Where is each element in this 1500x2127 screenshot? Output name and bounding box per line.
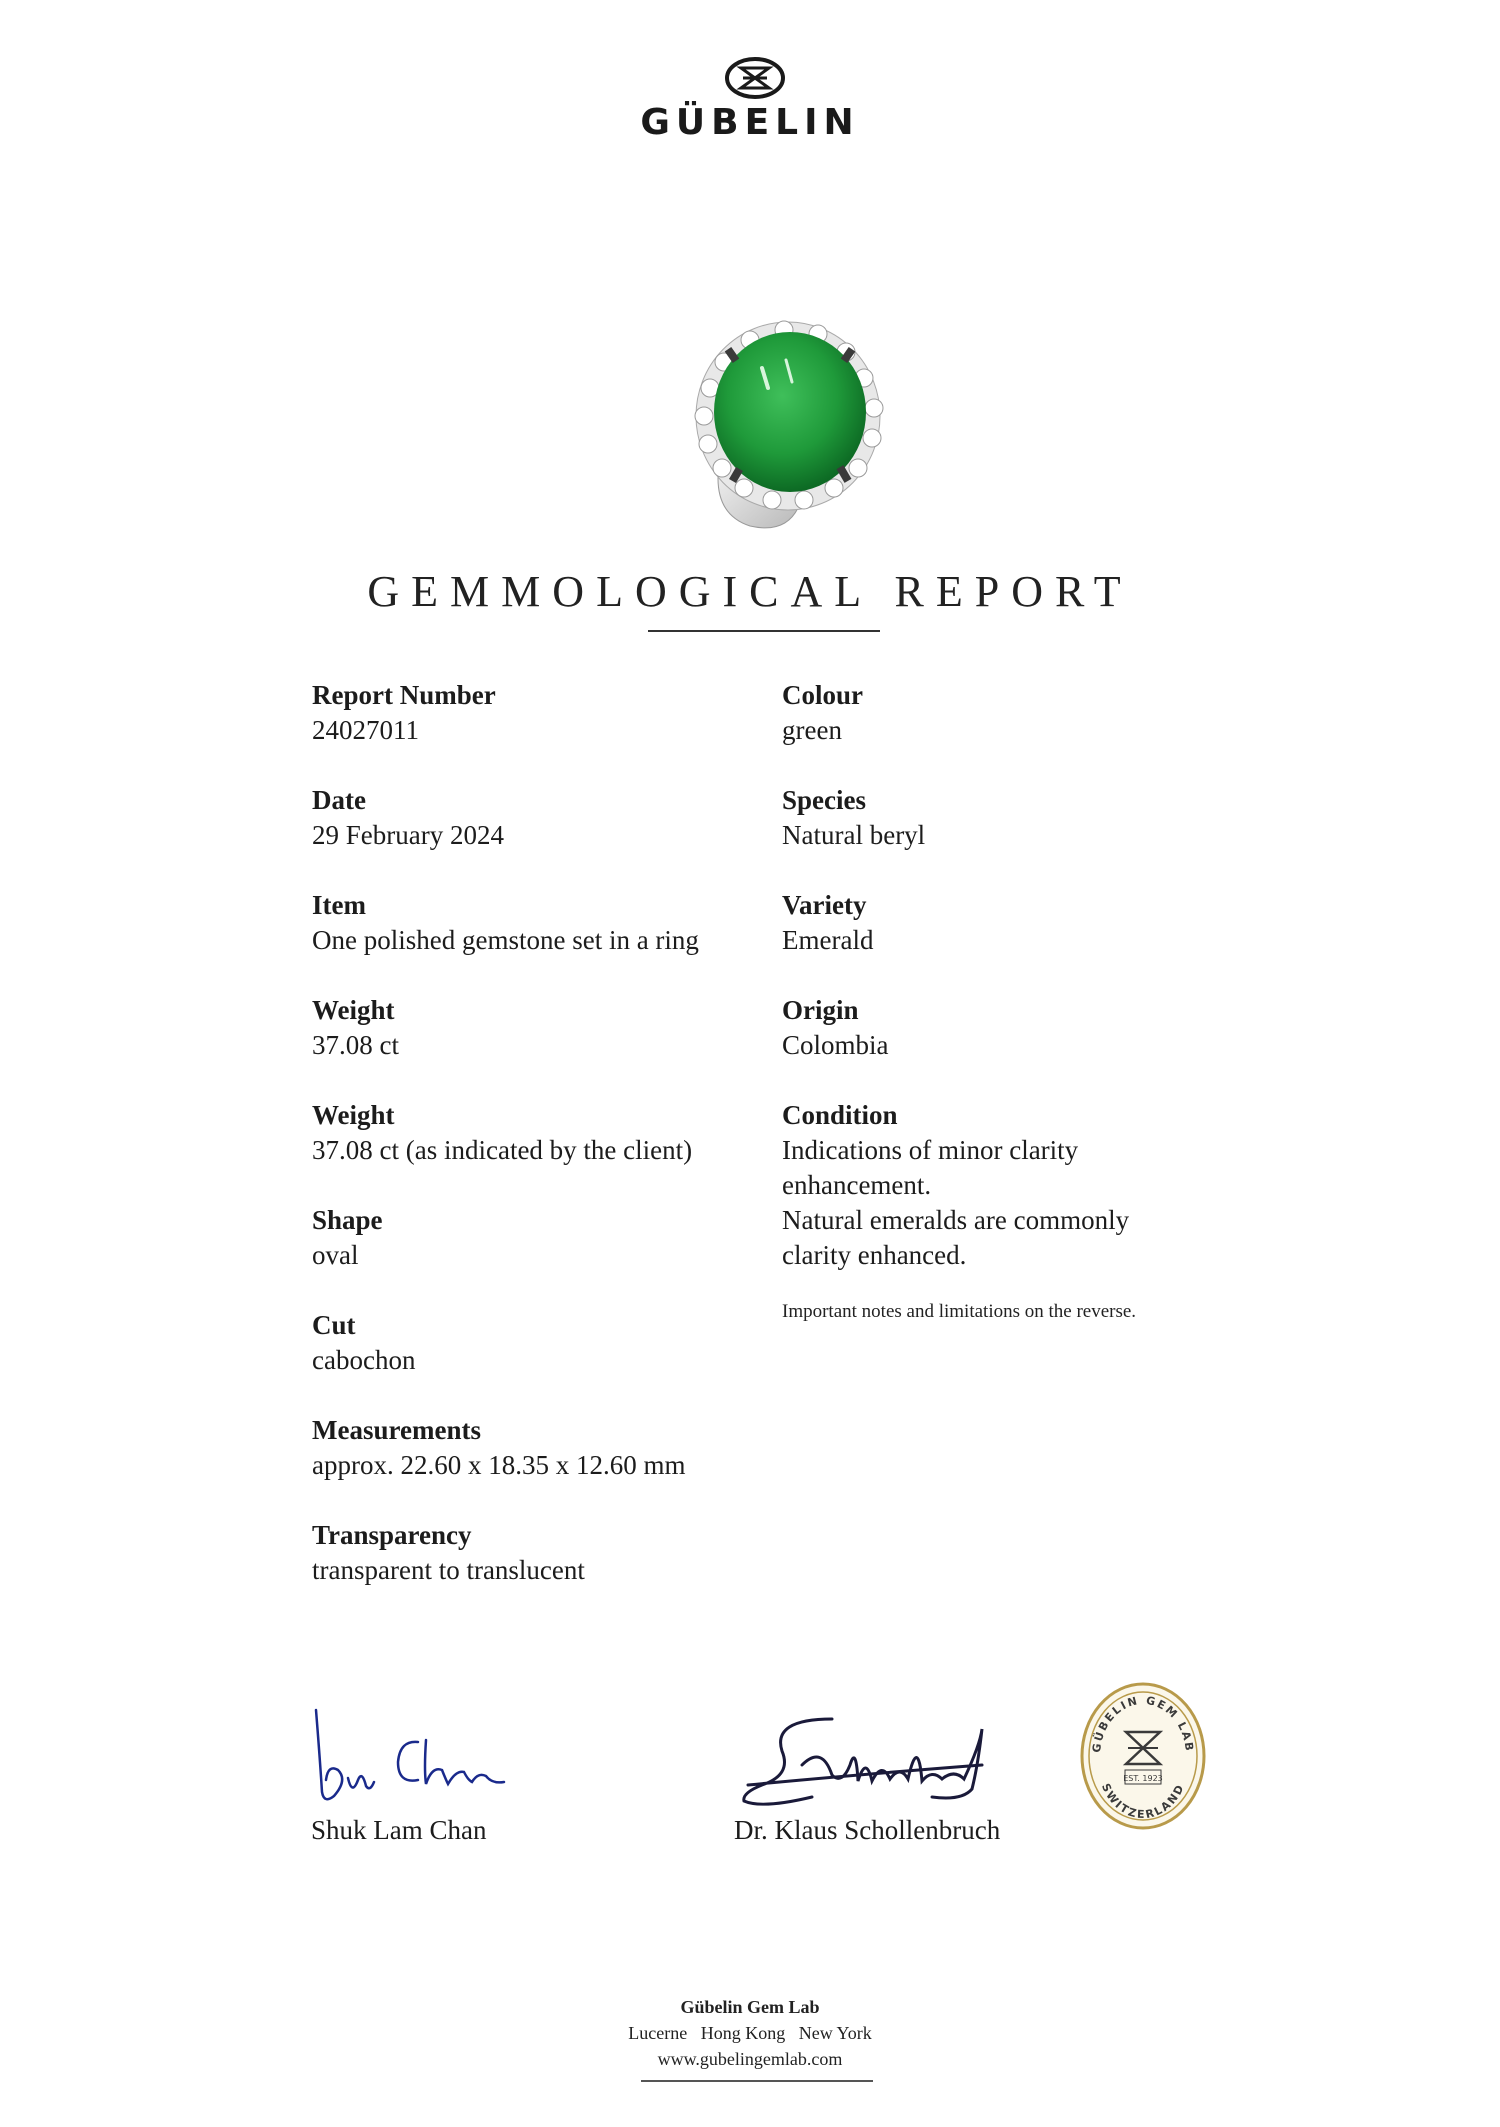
condition-line: Indications of minor clarity xyxy=(782,1135,1079,1165)
field-value: approx. 22.60 x 18.35 x 12.60 mm xyxy=(312,1450,686,1480)
field-shape xyxy=(312,1203,752,1308)
svg-text:EST. 1923: EST. 1923 xyxy=(1123,1774,1163,1783)
field-weight-client xyxy=(312,1098,752,1203)
report-title: GEMMOLOGICAL REPORT xyxy=(367,567,1133,616)
field-value: One polished gemstone set in a ring xyxy=(312,925,699,955)
condition-line: clarity enhanced. xyxy=(782,1240,967,1270)
field-label: Weight xyxy=(312,995,395,1025)
field-label: Weight xyxy=(312,1100,395,1130)
footer xyxy=(0,1994,1500,2072)
signatory-name: Shuk Lam Chan xyxy=(311,1815,487,1845)
field-cut xyxy=(312,1308,752,1413)
field-origin xyxy=(782,993,1212,1098)
field-label: Transparency xyxy=(312,1520,472,1550)
field-item xyxy=(312,888,752,993)
field-label: Condition xyxy=(782,1100,898,1130)
svg-text:GÜBELIN GEM LAB: GÜBELIN GEM LAB xyxy=(1089,1693,1197,1754)
field-label: Cut xyxy=(312,1310,356,1340)
field-value: 37.08 ct (as indicated by the client) xyxy=(312,1135,693,1165)
field-value: 29 February 2024 xyxy=(312,820,504,850)
signatory-name: Dr. Klaus Schollenbruch xyxy=(734,1815,1001,1845)
field-value: Emerald xyxy=(782,925,874,955)
field-label: Date xyxy=(312,785,366,815)
field-label: Item xyxy=(312,890,366,920)
reverse-notes: Important notes and limitations on the reverse. xyxy=(782,1301,1137,1322)
field-condition xyxy=(782,1098,1212,1273)
field-label: Shape xyxy=(312,1205,383,1235)
condition-line: Natural emeralds are commonly xyxy=(782,1205,1130,1235)
condition-line: enhancement. xyxy=(782,1170,932,1200)
field-value: transparent to translucent xyxy=(312,1555,585,1585)
svg-text:SWITZERLAND: SWITZERLAND xyxy=(1098,1781,1188,1822)
field-value: 24027011 xyxy=(312,715,419,745)
footer-divider xyxy=(641,2080,873,2082)
brand-wordmark: GÜBELIN xyxy=(640,102,860,143)
field-label: Measurements xyxy=(312,1415,481,1445)
footer-website-link[interactable]: www.gubelingemlab.com xyxy=(657,2049,843,2069)
signature-shuk-lam-chan xyxy=(308,1700,528,1810)
emerald-ring-image xyxy=(680,308,900,533)
footer-lab-name: Gübelin Gem Lab xyxy=(680,1997,820,2017)
left-field-column xyxy=(312,678,752,1623)
gubelin-logo-icon xyxy=(723,56,787,102)
field-value: Colombia xyxy=(782,1030,889,1060)
signature-klaus-schollenbruch xyxy=(732,1705,1022,1815)
field-value: 37.08 ct xyxy=(312,1030,399,1060)
field-measurements xyxy=(312,1413,752,1518)
field-date xyxy=(312,783,752,888)
field-transparency xyxy=(312,1518,752,1623)
field-value: cabochon xyxy=(312,1345,416,1375)
field-report-number xyxy=(312,678,752,783)
field-species xyxy=(782,783,1212,888)
field-label: Origin xyxy=(782,995,859,1025)
field-label: Colour xyxy=(782,680,863,710)
field-colour xyxy=(782,678,1212,783)
footer-cities: Lucerne Hong Kong New York xyxy=(628,2023,872,2043)
field-weight xyxy=(312,993,752,1098)
right-field-column xyxy=(782,678,1212,1323)
field-variety xyxy=(782,888,1212,993)
field-label: Variety xyxy=(782,890,867,920)
field-value: oval xyxy=(312,1240,359,1270)
field-value: Natural beryl xyxy=(782,820,926,850)
title-divider xyxy=(648,630,880,632)
gem-lab-seal-icon xyxy=(1078,1680,1208,1832)
field-label: Report Number xyxy=(312,680,496,710)
field-value: green xyxy=(782,715,842,745)
field-label: Species xyxy=(782,785,866,815)
